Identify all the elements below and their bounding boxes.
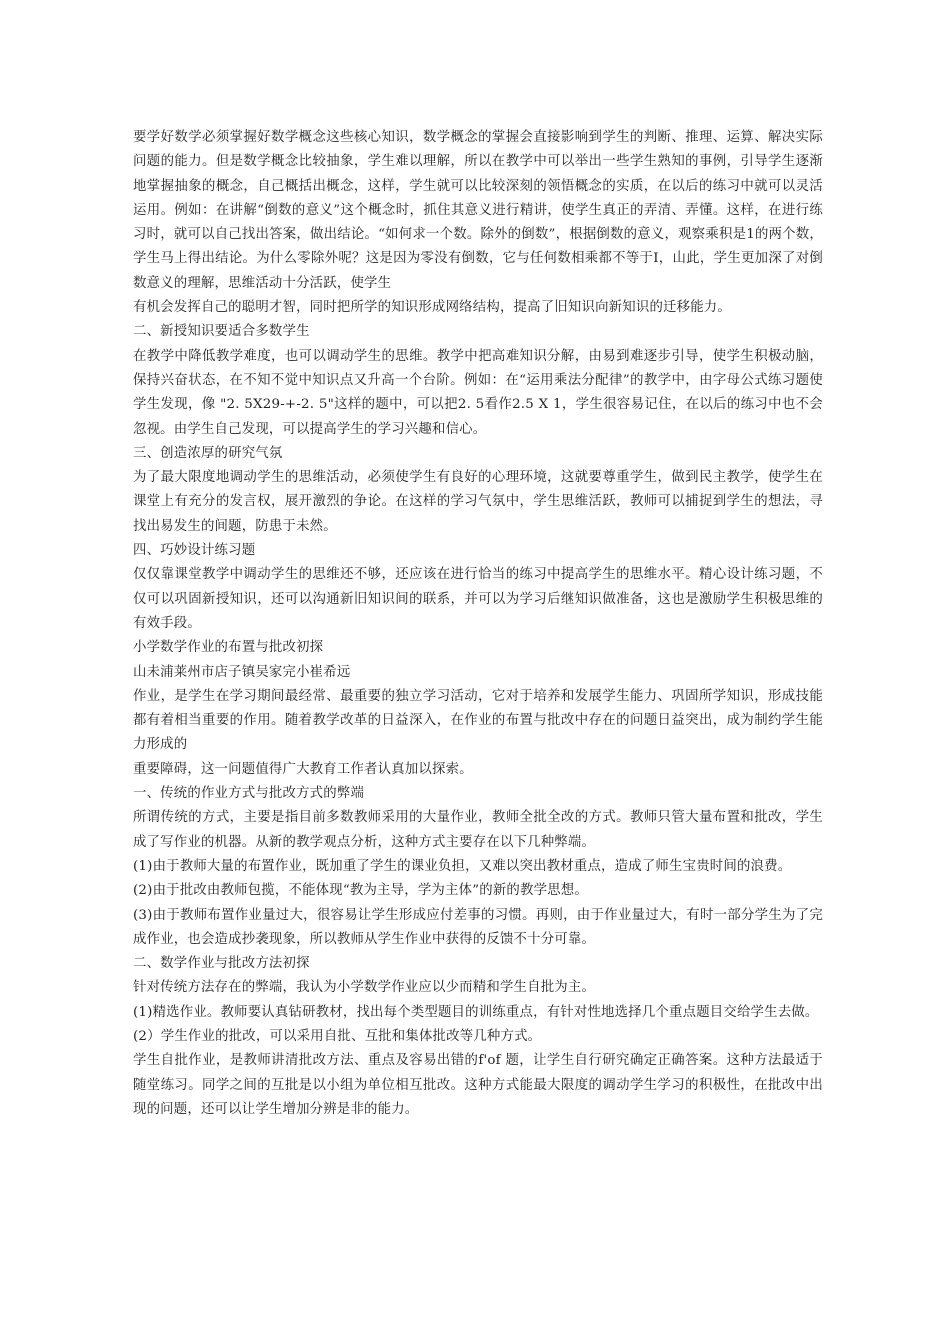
- paragraph-homework-intro-cont: 重要障碍，这一问题值得广大教育工作者认真加以探索。: [133, 761, 473, 777]
- list-item-drawback-1: (1)由于教师大量的布置作业，既加重了学生的课业负担，又难以突出教材重点，造成了师生宝贵时间的浪费。: [133, 858, 792, 874]
- paragraph-concept-teaching-cont: 有机会发挥自己的聪明才智，同时把所学的知识形成网络结构，提高了旧知识向新知识的迁移能力。: [133, 300, 731, 316]
- section-heading-homework-methods: 二、数学作业与批改方法初探: [133, 956, 310, 972]
- paragraph-self-correction: 学生自批作业，是教师讲清批改方法、重点及容易出错的f'of 题，让学生自行研究确定正确答案。这种方法最适于随堂练习。同学之间的互批是以小组为单位相互批改。这种方式能最大限度的调动学生学习的积极性，在批改中出现的问题，还可以让学生增加分辨是非的能力。: [133, 1053, 823, 1117]
- list-item-method-2: (2）学生作业的批改，可以采用自批、互批和集体批改等几种方式。: [133, 1028, 542, 1044]
- list-item-drawback-2: (2)由于批改由教师包揽，不能体现“教为主导，学为主体”的新的教学思想。: [133, 883, 588, 899]
- paragraph-new-knowledge: 在教学中降低教学难度，也可以调动学生的思维。教学中把高难知识分解，由易到难逐步引导，使学生积极动脑，保持兴奋状态，在不知不觉中知识点又升高一个台阶。例如：在“运用乘法分配律”的教学中，由字母公式练习题使学生发现，像 "2. 5X29-+-2. 5"这样的题中，可以把2. 5看作2.5 X 1，学生很容易记住，在以后的练习中也不会忽视。由学生自己发现，可以提高学生的学习兴趣和信心。: [133, 348, 823, 437]
- section-heading-research-atmosphere: 三、创造浓厚的研究气氛: [133, 445, 283, 461]
- paragraph-traditional-method: 所谓传统的方式，主要是指目前多数教师采用的大量作业，教师全批全改的方式。教师只管大量布置和批改，学生成了写作业的机器。从新的教学观点分析，这种方式主要存在以下几种弊端。: [133, 810, 823, 850]
- paragraph-concept-teaching: 要学好数学必须掌握好数学概念这些核心知识，数学概念的掌握会直接影响到学生的判断、推理、运算、解决实际问题的能力。但是数学概念比较抽象，学生难以理解，所以在教学中可以举出一些学生熟知的事例，引导学生逐渐地掌握抽象的概念，自己概括出概念，这样，学生就可以比较深刻的领悟概念的实质，在以后的练习中就可以灵活运用。例如：在讲解“倒数的意义”这个概念时，抓住其意义进行精讲，使学生真正的弄清、弄懂。这样，在进行练习时，就可以自己找出答案，做出结论。“如何求一个数。除外的倒数”，根据倒数的意义，观察乘积是1的两个数，学生马上得出结论。为什么零除外呢？这是因为零没有倒数，它与任何数相乘都不等于I，山此，学生更加深了对倒数意义的理解，思维活动十分活跃，使学生: [133, 130, 823, 291]
- article-title: 小学数学作业的布置与批改初探: [133, 640, 324, 656]
- document-body: [133, 126, 823, 1122]
- paragraph-homework-methods: 针对传统方法存在的弊端，我认为小学数学作业应以少而精和学生自批为主。: [133, 980, 596, 996]
- article-author: 山未浦莱州市店子镇吴家完小崔希远: [133, 664, 351, 680]
- list-item-drawback-3: (3)由于教师布置作业量过大，很容易让学生形成应付差事的习惯。再则，由于作业量过大，有时一部分学生为了完成作业，也会造成抄袭现象，所以教师从学生作业中获得的反馈不十分可靠。: [133, 907, 823, 947]
- section-heading-traditional-drawbacks: 一、传统的作业方式与批改方式的弊端: [133, 786, 365, 802]
- paragraph-homework-intro: 作业，是学生在学习期间最经常、最重要的独立学习活动，它对于培养和发展学生能力、巩固所学知识，形成技能都有着相当重要的作用。随着教学改革的日益深入，在作业的布置与批改中存在的问题日益突出，成为制约学生能力形成的: [133, 688, 823, 753]
- section-heading-new-knowledge: 二、新授知识要适合多数学生: [133, 324, 310, 340]
- list-item-method-1: (1)精选作业。教师要认真钻研教材，找出每个类型题目的训练重点，有针对性地选择几个重点题目交给学生去做。: [133, 1004, 819, 1020]
- paragraph-research-atmosphere: 为了最大限度地调动学生的思维活动，必须使学生有良好的心理环境，这就要尊重学生，做到民主教学，使学生在课堂上有充分的发言权，展开激烈的争论。在这样的学习气氛中，学生思维活跃，教师可以捕捉到学生的想法，寻找出易发生的间题，防患于未然。: [133, 470, 823, 534]
- paragraph-exercise-design: 仅仅靠课堂教学中调动学生的思维还不够，还应该在进行恰当的练习中提高学生的思维水平。精心设计练习题，不仅可以巩固新授知识，还可以沟通新旧知识间的联系，并可以为学习后继知识做准备，这也是激励学生积极思维的有效手段。: [133, 567, 823, 631]
- section-heading-exercise-design: 四、巧妙设计练习题: [133, 543, 256, 559]
